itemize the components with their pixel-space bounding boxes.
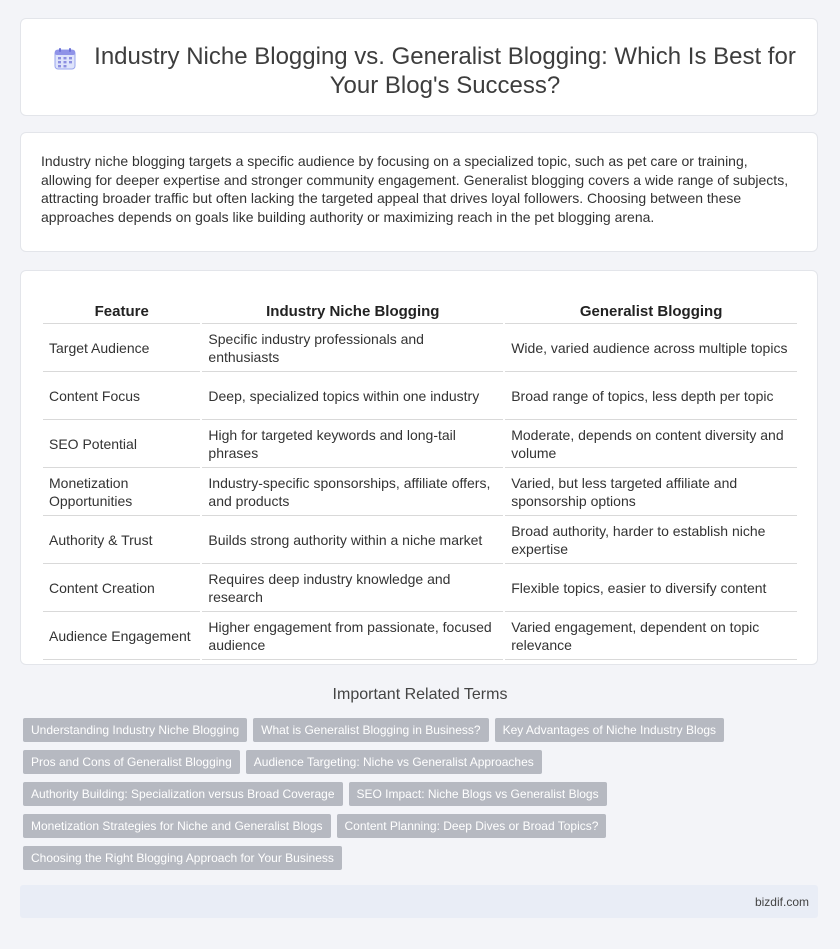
row-generalist: Flexible topics, easier to diversify content <box>505 564 797 612</box>
related-term-tag[interactable]: What is Generalist Blogging in Business? <box>253 718 488 742</box>
related-term-tag[interactable]: Audience Targeting: Niche vs Generalist Approaches <box>246 750 542 774</box>
row-generalist: Varied, but less targeted affiliate and sponsorship options <box>505 468 797 516</box>
row-niche: Requires deep industry knowledge and research <box>202 564 503 612</box>
row-feature: Authority & Trust <box>43 516 200 564</box>
related-term-tag[interactable]: Monetization Strategies for Niche and Generalist Blogs <box>23 814 331 838</box>
related-term-tag[interactable]: Content Planning: Deep Dives or Broad Topics? <box>337 814 607 838</box>
row-feature: SEO Potential <box>43 420 200 468</box>
intro-card <box>20 132 818 252</box>
title-card <box>20 18 818 116</box>
site-name[interactable]: bizdif.com <box>754 895 809 909</box>
related-term-tag[interactable]: Authority Building: Specialization versus Broad Coverage <box>23 782 343 806</box>
calendar-icon <box>53 47 77 71</box>
row-niche: Industry-specific sponsorships, affiliate offers, and products <box>202 468 503 516</box>
row-generalist: Broad authority, harder to establish niche expertise <box>505 516 797 564</box>
row-feature: Monetization Opportunities <box>43 468 200 516</box>
related-term-tag[interactable]: Choosing the Right Blogging Approach for Your Business <box>23 846 342 870</box>
table-row <box>43 612 797 660</box>
comparison-card <box>20 270 818 665</box>
row-niche: Builds strong authority within a niche market <box>202 516 503 564</box>
header-generalist: Generalist Blogging <box>505 295 797 324</box>
row-generalist: Moderate, depends on content diversity and volume <box>505 420 797 468</box>
table-row <box>43 564 797 612</box>
row-feature: Content Creation <box>43 564 200 612</box>
row-niche: Higher engagement from passionate, focused audience <box>202 612 503 660</box>
related-term-tag[interactable]: SEO Impact: Niche Blogs vs Generalist Blogs <box>349 782 607 806</box>
related-term-tag[interactable]: Key Advantages of Niche Industry Blogs <box>495 718 724 742</box>
related-term-tag[interactable]: Pros and Cons of Generalist Blogging <box>23 750 240 774</box>
row-niche: Specific industry professionals and enthusiasts <box>202 324 503 372</box>
table-row <box>43 516 797 564</box>
related-term-tag[interactable]: Understanding Industry Niche Blogging <box>23 718 247 742</box>
table-row <box>43 324 797 372</box>
row-feature: Audience Engagement <box>43 612 200 660</box>
header-niche: Industry Niche Blogging <box>202 295 503 324</box>
row-feature: Content Focus <box>43 372 200 420</box>
row-niche: High for targeted keywords and long-tail phrases <box>202 420 503 468</box>
row-generalist: Wide, varied audience across multiple topics <box>505 324 797 372</box>
header-feature: Feature <box>43 295 200 324</box>
related-terms-heading: Important Related Terms <box>332 686 508 703</box>
footer <box>20 885 818 918</box>
related-terms-list <box>23 718 803 870</box>
row-feature: Target Audience <box>43 324 200 372</box>
table-row <box>43 420 797 468</box>
comparison-table <box>41 295 799 660</box>
row-niche: Deep, specialized topics within one industry <box>202 372 503 420</box>
row-generalist: Broad range of topics, less depth per topic <box>505 372 797 420</box>
page-title: Industry Niche Blogging vs. Generalist Blogging: Which Is Best for Your Blog's Success? <box>94 43 796 99</box>
intro-paragraph: Industry niche blogging targets a specific audience by focusing on a specialized topic, such as pet care or training, allowing for deeper expertise and stronger community engagement. Generalist blogging covers a wide range of subjects, attracting broader traffic but often lacking the targeted appeal that drives loyal followers. Choosing between these approaches depends on goals like building authority or maximizing reach in the pet blogging arena. <box>41 153 789 225</box>
table-row <box>43 372 797 420</box>
table-row <box>43 468 797 516</box>
table-header-row <box>43 295 797 324</box>
row-generalist: Varied engagement, dependent on topic relevance <box>505 612 797 660</box>
